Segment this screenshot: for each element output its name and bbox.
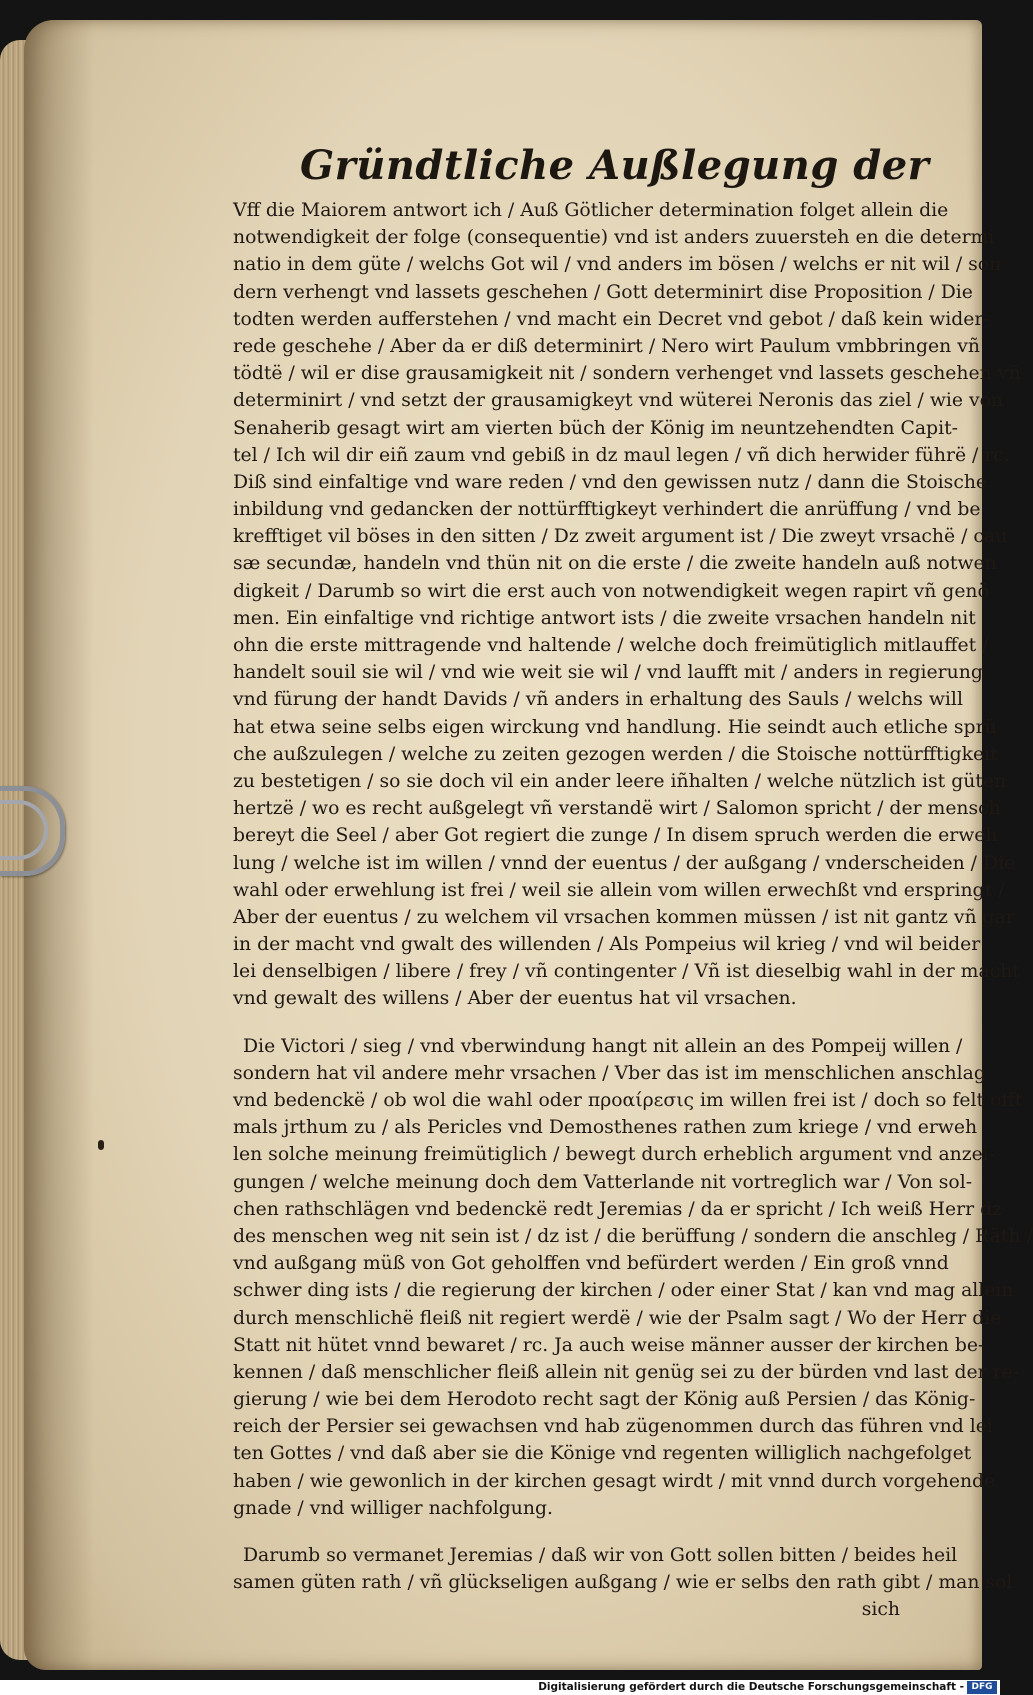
text-line: Aber der euentus / zu welchem vil vrsachen kommen müssen / ist nit gantz vñ gar	[233, 906, 1015, 928]
text-line: kennen / daß menschlicher fleiß allein nit genüg sei zu der bürden vnd last der re-	[233, 1361, 1020, 1383]
text-line: haben / wie gewonlich in der kirchen gesagt wirdt / mit vnnd durch vorgehende	[233, 1470, 996, 1492]
dfg-logo-icon: DFG	[967, 1681, 997, 1694]
funding-notice: Digitalisierung gefördert durch die Deutsche Forschungsgemeinschaft -	[538, 1681, 964, 1693]
catchword: sich	[861, 1599, 900, 1621]
text-line: dern verhengt vnd lassets geschehen / Gott determinirt dise Proposition / Die	[233, 281, 973, 303]
text-line: bereyt die Seel / aber Got regiert die zunge / In disem spruch werden die erweh	[233, 825, 998, 847]
text-line: gnade / vnd williger nachfolgung.	[233, 1497, 553, 1519]
text-line: vnd fürung der handt Davids / vñ anders in erhaltung des Sauls / welchs will	[233, 689, 963, 711]
paragraph-3	[233, 1542, 1013, 1596]
text-line: hat etwa seine selbs eigen wirckung vnd handlung. Hie seindt auch etliche sprü	[233, 716, 997, 738]
text-line: mals jrthum zu / als Pericles vnd Demosthenes rathen zum kriege / vnd erweh	[233, 1117, 978, 1139]
text-line: sæ secundæ, handeln vnd thün nit on die erste / die zweite handeln auß notwen	[233, 553, 997, 575]
text-line: chen rathschlägen vnd bedenckë redt Jeremias / da er spricht / Ich weiß Herr dz	[233, 1198, 1002, 1220]
text-line: sondern hat vil andere mehr vrsachen / Vber das ist im menschlichen anschlag	[233, 1062, 986, 1084]
text-line: ohn die erste mittragende vnd haltende / welche doch freimütiglich mitlauffet /	[233, 635, 989, 656]
text-line: samen güten rath / vñ glückseligen außgang / wie er selbs den rath gibt / man sol	[233, 1572, 1013, 1594]
text-line: zu bestetigen / so sie doch vil ein ander leere iñhalten / welche nützlich ist güten	[233, 770, 1007, 792]
text-line: hertzë / wo es recht außgelegt vñ verstandë wirt / Salomon spricht / der mensch	[233, 798, 1001, 820]
text-line: Darumb so vermanet Jeremias / daß wir von Gott sollen bitten / beides heil	[243, 1545, 958, 1566]
text-line: Die Victori / sieg / vnd vberwindung hangt nit allein an des Pompeij willen /	[243, 1035, 963, 1057]
text-line: che außzulegen / welche zu zeiten gezogen werden / die Stoische nottürfftigkeit	[233, 743, 998, 765]
text-line: schwer ding ists / die regierung der kirchen / oder einer Stat / kan vnd mag allein	[233, 1280, 1014, 1302]
paragraph-2	[233, 1033, 1033, 1522]
text-line: krefftiget vil böses in den sitten / Dz zweit argument ist / Die zweyt vrsachë / cau	[233, 526, 1008, 548]
text-line: natio in dem güte / welchs Got wil / vnd anders im bösen / welchs er nit wil / son	[233, 254, 1002, 276]
text-line: vnd außgang müß von Got geholffen vnd befürdert werden / Ein groß vnnd	[233, 1253, 949, 1275]
text-line: tel / Ich wil dir eiñ zaum vnd gebiß in dz maul legen / vñ dich herwider führë / rc.	[233, 444, 1010, 466]
text-line: Diß sind einfaltige vnd ware reden / vnd den gewissen nutz / dann die Stoische	[233, 471, 988, 493]
text-line: tödtë / wil er dise grausamigkeit nit / sondern verhenget vnd lassets geschehen vñ	[233, 363, 1021, 385]
text-line: lung / welche ist im willen / vnnd der euentus / der außgang / vnderscheiden / Die	[233, 852, 1016, 874]
text-line: digkeit / Darumb so wirt die erst auch von notwendigkeit wegen rapirt vñ genö	[233, 580, 989, 602]
text-line: gierung / wie bei dem Herodoto recht sagt der König auß Persien / das König-	[233, 1389, 976, 1411]
text-line: ten Gottes / vnd daß aber sie die Könige vnd regenten williglich nachgefolget	[233, 1443, 972, 1465]
text-line: rede geschehe / Aber da er diß determinirt / Nero wirt Paulum vmbbringen vñ	[233, 335, 980, 357]
text-line: reich der Persier sei gewachsen vnd hab zügenommen durch das führen vnd lei	[233, 1416, 993, 1438]
text-line: Statt nit hütet vnnd bewaret / rc. Ja auch weise männer ausser der kirchen be-	[233, 1334, 985, 1356]
text-line: handelt souil sie wil / vnd wie weit sie wil / vnd laufft mit / anders in regierung	[233, 662, 983, 684]
text-line: lei denselbigen / libere / frey / vñ contingenter / Vñ ist dieselbig wahl in der macht	[233, 961, 1020, 983]
digitization-footer	[0, 1680, 1000, 1695]
text-line: durch menschlichë fleiß nit regiert werdë / wie der Psalm sagt / Wo der Herr die	[233, 1307, 1002, 1329]
text-line: wahl oder erwehlung ist frei / weil sie allein vom willen erwechßt vnd erspringt /	[233, 879, 1005, 901]
text-line: inbildung vnd gedancken der nottürfftigkeyt verhindert die anrüffung / vnd be	[233, 499, 981, 521]
text-line: notwendigkeit der folge (consequentie) vnd ist anders zuuersteh en die determi	[233, 227, 995, 249]
text-line: gungen / welche meinung doch dem Vatterlande nit vortreglich war / Von sol-	[233, 1171, 973, 1193]
text-line: determinirt / vnd setzt der grausamigkeyt vnd wüterei Neronis das ziel / wie von	[233, 390, 1004, 412]
body-text	[233, 197, 1033, 1624]
text-line: Senaherib gesagt wirt am vierten büch der König im neuntzehendten Capit-	[233, 417, 958, 439]
text-line: des menschen weg nit sein ist / dz ist / die berüffung / sondern die anschleg / Räth /	[233, 1225, 1033, 1247]
text-line: Vff die Maiorem antwort ich / Auß Götlicher determination folget allein die	[233, 200, 949, 221]
text-line: vnd gewalt des willens / Aber der euentus hat vil vrsachen.	[233, 988, 797, 1010]
text-line: todten werden aufferstehen / vnd macht ein Decret vnd gebot / daß kein wider-	[233, 308, 990, 330]
text-line: in der macht vnd gwalt des willenden / Als Pompeius wil krieg / vnd wil beider	[233, 934, 981, 956]
paragraph-1	[233, 197, 1021, 1013]
running-title: Gründtliche Außlegung der	[300, 142, 930, 189]
text-line: vnd bedenckë / ob wol die wahl oder προαίρεσις im willen frei ist / doch so felt offt	[233, 1090, 1023, 1111]
text-line: len solche meinung freimütiglich / bewegt durch erheblich argument vnd anzei-	[233, 1144, 996, 1166]
ink-spot	[98, 1140, 104, 1150]
text-line: men. Ein einfaltige vnd richtige antwort ists / die zweite vrsachen handeln nit	[233, 607, 976, 629]
